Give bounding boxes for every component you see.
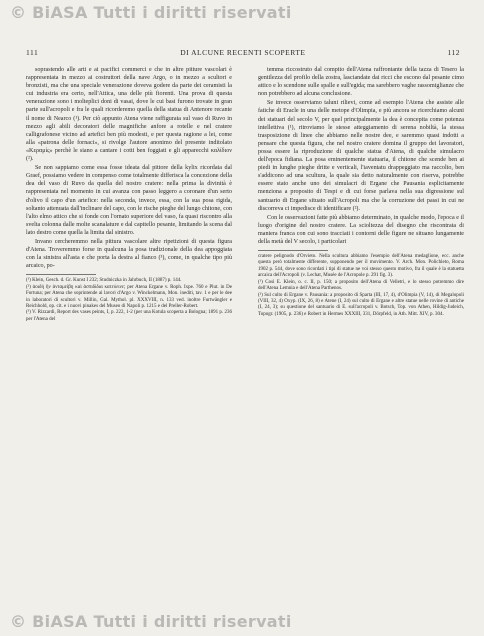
footnote: (¹) Così E. Klein, o. c. II, p. 150; a proposito dell'Atena di Velletri, e lo stesso potremmo dire dell'Atena Lemnia e dell'Atena Parthenos.: [258, 279, 464, 292]
page-header: [26, 48, 460, 57]
body-paragraph: temma riccostruto dal compito dell'Atena raffrontante della tazza di Tesero la gentilezza del profilo della zostra, lasciandate dai ricci che escono dal pesante cimo attico e lo scendone sulle spalle e sull'egida; ma sarebbero vaghe rassomiglianze che non potrebbero ad alcuna conclusione.: [258, 67, 464, 98]
body-paragraph: Con le osservazioni fatte più abbiamo determinato, in qualche modo, l'epoca e il luogo d'origine del nostro cratere. La scioltezza del disegno che riscontrata di maniera franca con cui sono tracciati i contorni delle figure ne situano lungamente della metà del V secolo, i particolari: [258, 214, 464, 245]
right-column: [258, 66, 464, 318]
footnote-divider: [26, 274, 96, 275]
left-column: [26, 66, 232, 323]
footnote: (²) Sul culto di Ergane v. Pausania: a proposito di Sparta (III, 17, 4), d'Olimpia (V, 14), di Megalopoli (VIII, 32, 4) Oxyp. (IX, 26, 8) e Atene (I, 24) sul culto di Ergane e altre statue nelle rovine di antiche (I, 24, 3); su questione del santuario di E. sull'acropoli v. Botsch, Top. von Athen, Hildig-Judeich, Topogr. (1905, p. 236) e Robert in Hermes XXXIII, 331, Dörpfeld, in Ath. Mitt. XIV, p. 304.: [258, 292, 464, 317]
body-paragraph: Invano cercheremmo nella pittura vascolare altre ripetizioni di questa figura d'Atena. Troveremmo forse in qualcuna la posa tradizionale della dea appoggiata con la sinistra all'asta e che porta la destra al fianco (³), come, in qualche tipo più arcaico, po-: [26, 238, 232, 270]
left-page-number: 111: [26, 48, 39, 57]
running-title: DI ALCUNE RECENTI SCOPERTE: [180, 48, 306, 57]
watermark-bottom: © BiASA Tutti i diritti riservati: [10, 612, 292, 631]
body-paragraph: Se invece osserviamo taluni rilievi, come ad esempio l'Atena che assiste alle fatiche di Eracle in una delle metope d'Olimpia, e più ancora se ricerchiamo alcuni dei statuari del secolo V, per quel principalmente la dea è concepita come potenza intellettiva (¹), ritroviamo le stesse atteggiamento di serena nobiltà, la stessa trasposizione di linee che abbiamo nelle nostre dee, e saremmo quasi indotti a pensare che questa figura, che nel nostro cratere domina il gruppo dei lavoratori, possa essere la riproduzione di qualche statua d'Atena, di qualche simulacro dell'epoca fidiana. La posa eminentemente statuaria, il chitone che scende ben ai piedi in lunghe pieghe dritte e verticali, l'iaventatu drappeggiato ma raccolto, ben s'addicono ad una scultura, la quale sia detto naturalmente con riserva, potrebbe essere stato anche uno dei simulacri di Ergane che Pausania esplicitamente menziona a proposito di Tespi e di cui forse parlava nella sua digressione sul santuario di Ergane situato sull'Acropoli ma che la corruzione dei passi in cui ne discorreva ci impedisce di identificare (²).: [258, 100, 464, 212]
right-page-number: 112: [447, 48, 460, 57]
body-paragraph: soprastendo alle arti e ai pacifici commerci e che in altre pitture vascolari è rappresentata in mezzo ai costruttori della nave Argo, o in mezzo a scultori e bronzisti, ma che una speciale venerazione doveva godere da parte dei ceramisti la cui industria era certo, nell'Attica, una delle più fiorenti. Una prova di questa venerazione sono i molteplici doni di vasai, dove le cui basi furono trovate in gran parte sull'acropoli e fra le quali ricorderemo quella della statua di Antenore recante il nome di Nearco (¹). Per ciò appunto Atena viene raffigurata sul vaso di Ruvo in mezzo agli abili decoratori delle magnifiche anfore a rotelle e nel cratere calligrafonese vicino ad artefici ben più modesti, e per questa ragione a lei, come alla «patrona delle fornaci», si rivolge l'autore anonimo del presente inditolato «Κεραμίς» perchè le siano a cantare i cotti ben foggiati e gli apparecchi καλίδιον (²).: [26, 67, 232, 163]
body-paragraph: Se non sappiamo come essa fosse ideata dal pittore della kylix ricordata dal Graef, possiamo vedere in compenso come totalmente differisca la concezione della dea del vaso di Ruvo da quella del nostro cratere: nella prima la divinità è rappresentata nel momento in cui avanza con passo leggero a coronare d'un serto d'olivo il capo d'un artefice: nella seconda, invece, essa, con la sua posa rigida, soltanto attenuata dall'inclinare del capo, con le rische pieghe del lungo chitone, con l'alto elmo attico che si fonde con l'ornato superiore del vaso, fa quasi riscontro alla svelta colonna dalle molte scanalature e dal capitello pesante, limitando la scena dal lato destro come quella la limita dal sinistro.: [26, 165, 232, 236]
footnote: (³) V. Rizzardi, Report des vases peints, I, p. 222, 1-2 (per una Kotula scoperta a Bologna; 1891 p. 236 per l'Atena del: [26, 310, 232, 322]
footnote: (²) ἀοιδή ἢν ἀνταμείβη καὶ ἀσπιδίδια κατεύεινε; per Atena Ergane v. Roph. Ixpe. 760 e Plut. in De Fortuna; per Atena che soprintende ai lavori d'Argo v. Winckelmann, Mon. inediti, tav. 1 e per le dee in laboratori di scultori v. Millin, Gal. Mythol. pl. XXXVIII, n. 133 ved. inoltre Furtwängler e Reichhold, op. cit. e i nuovi pinakes del Museo di Napoli p. 1215 e del Preller-Robert.: [26, 284, 232, 309]
watermark-top: © BiASA Tutti i diritti riservati: [10, 3, 292, 22]
footnote-divider: [258, 250, 328, 251]
footnote: (¹) Klein, Gesch. d. Gr. Kunst I 232; Studniczka in Jahrbuch, II (1887) p. 144.: [26, 278, 182, 284]
footnote: cratere pelignodo d'Orvieto. Nella scultura abbiamo l'esempio dell'Atena medaglione, ecc. anche questa però totalmente differente, supponendo per il movimento. V. Arch. Mon. Polichleto, Roma 1902 p. 544, dove sono ricordati i tipi di statue ne voi stesso questo motivo, fra il quale è la statuetta arcaica dell'Acropoli (v. Lechat, Musée de l'Acropole p. 291 fig. 3).: [258, 254, 464, 279]
